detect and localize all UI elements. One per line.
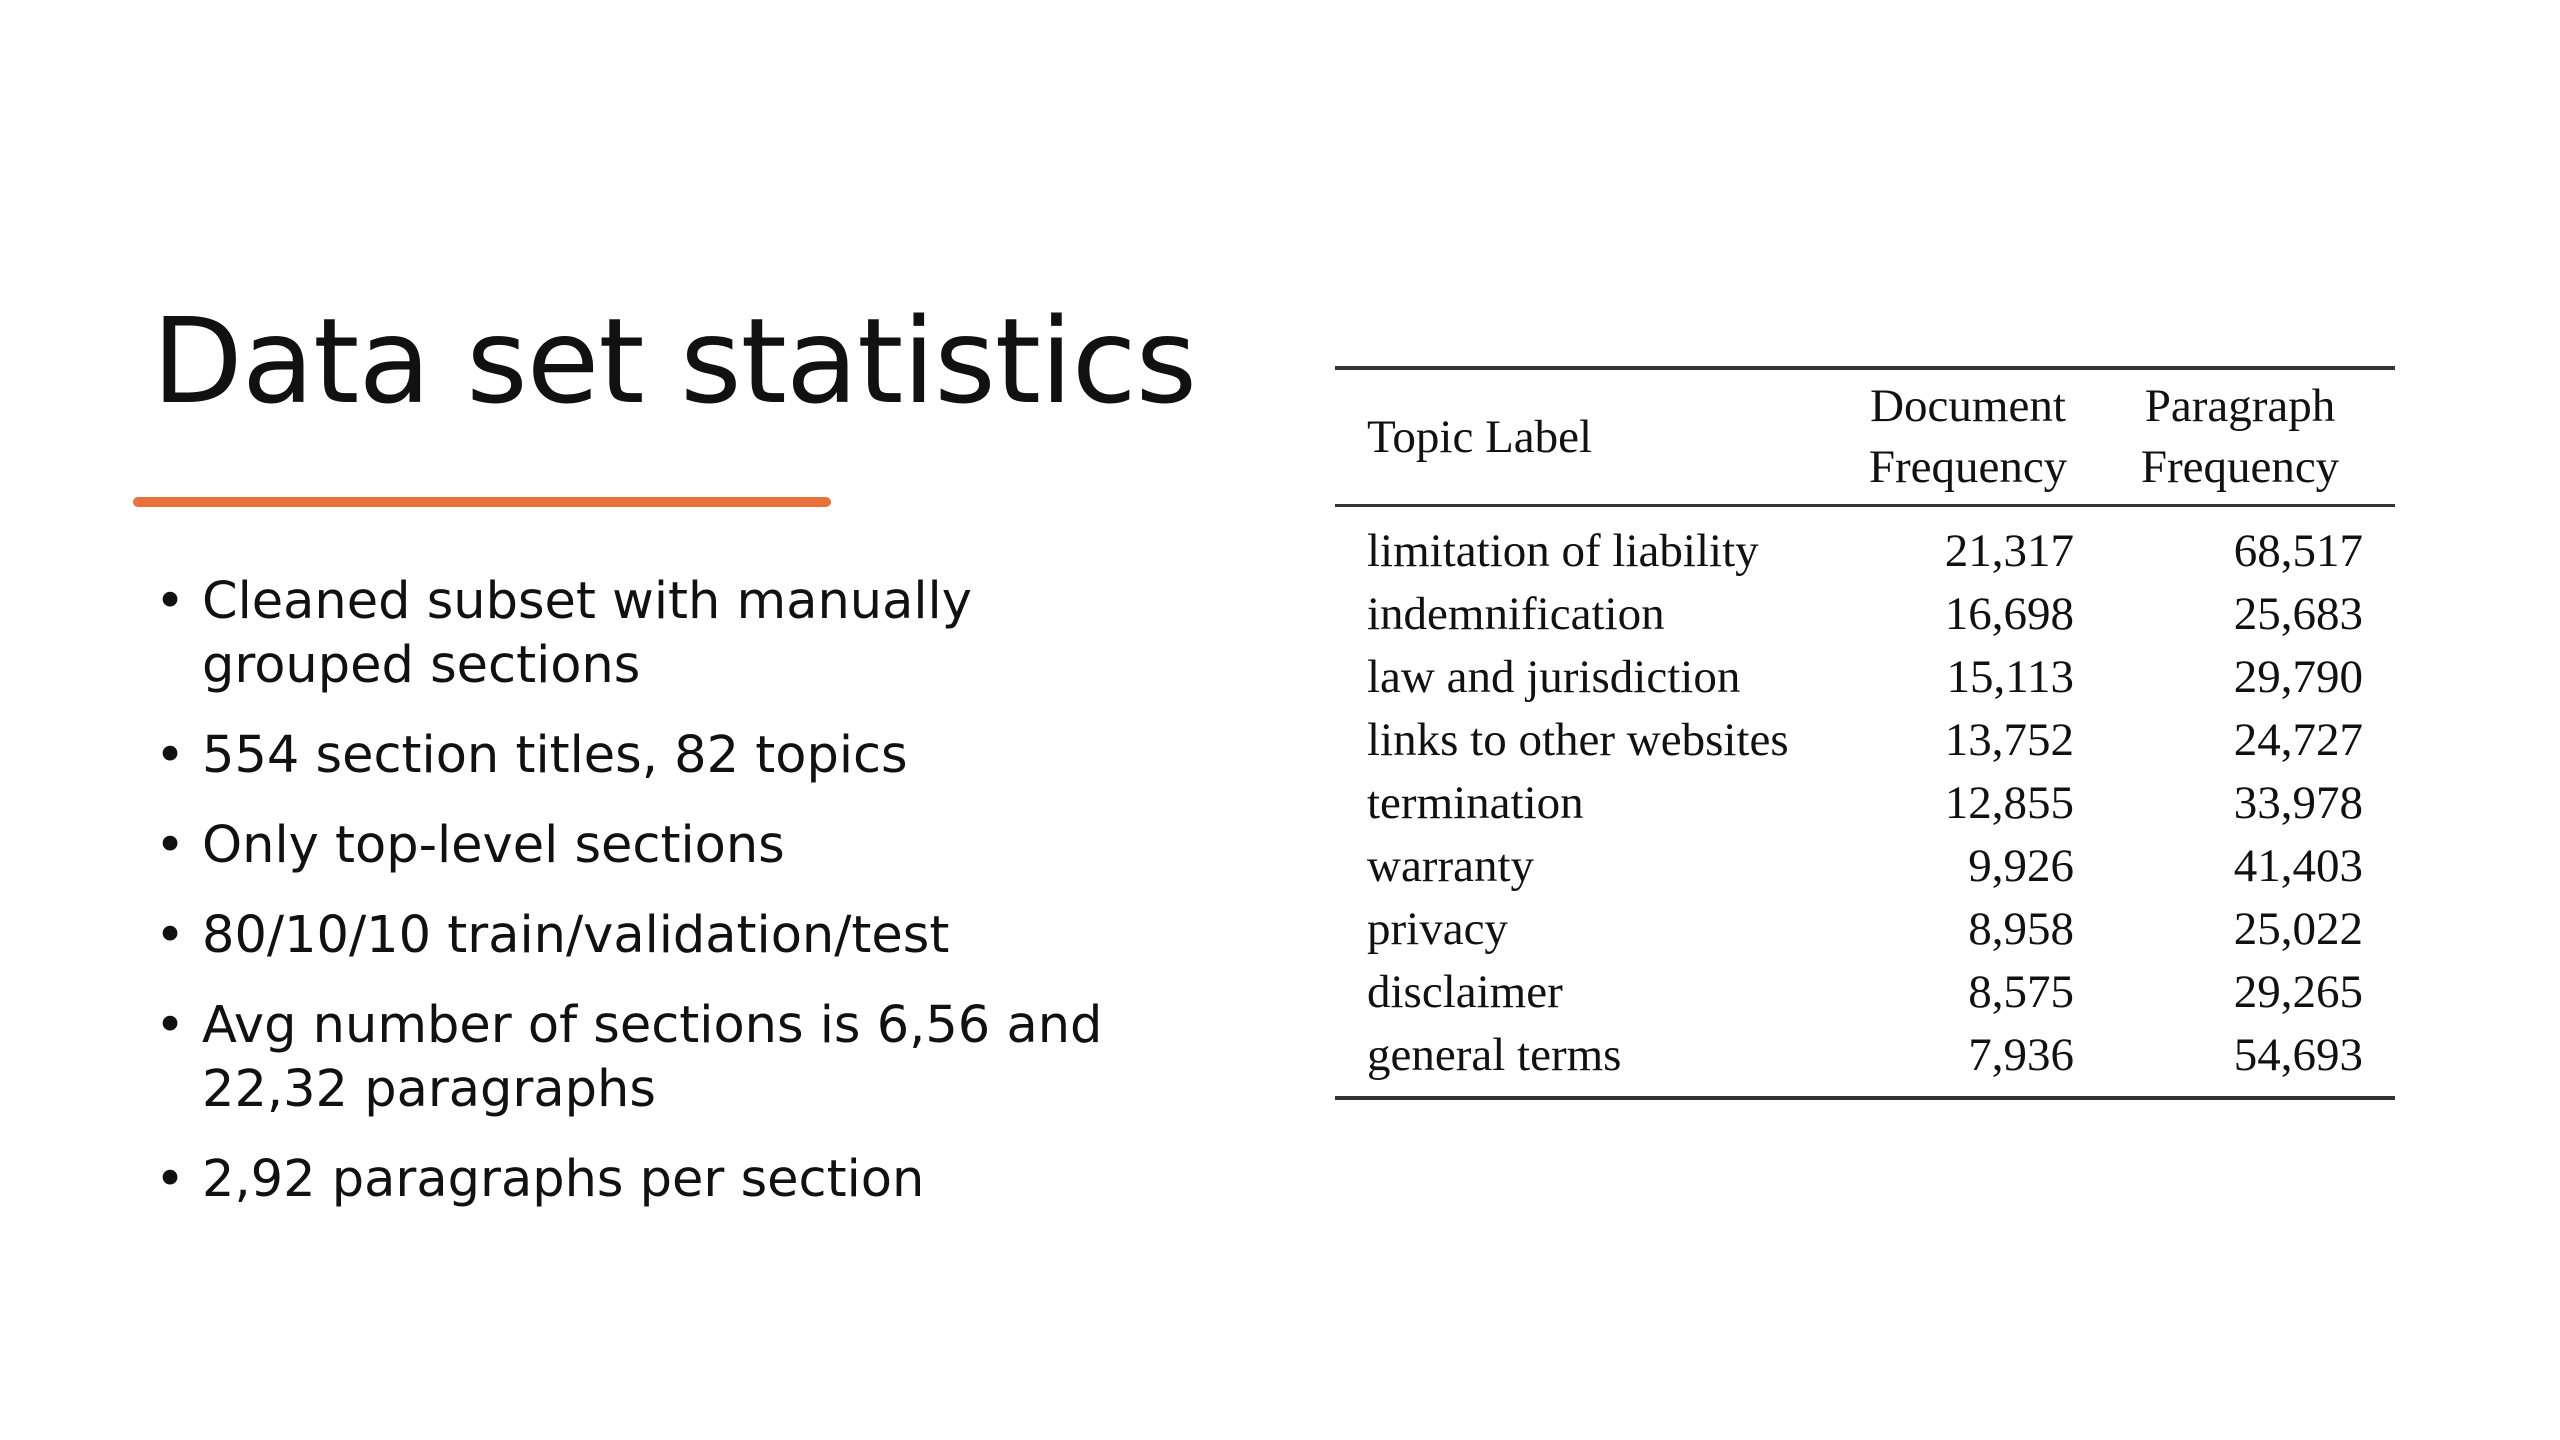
cell-document-frequency: 9,926 (1968, 840, 2074, 892)
header-doc-line2: Frequency (1868, 441, 2068, 493)
bullet-item (152, 724, 1152, 788)
bullet-dot-icon: • (155, 996, 186, 1055)
bullet-text: 80/10/10 train/validation/test (202, 906, 950, 965)
bullet-item (152, 994, 1152, 1122)
header-par-line2: Frequency (2140, 441, 2340, 493)
header-paragraph-frequency (2104, 368, 2395, 506)
bullet-dot-icon: • (155, 816, 186, 875)
bullet-text: 2,92 paragraphs per section (202, 1150, 925, 1209)
bullet-item (152, 570, 1152, 698)
cell-topic: law and jurisdiction (1367, 651, 1741, 703)
cell-paragraph-frequency: 68,517 (2233, 525, 2363, 577)
cell-document-frequency: 8,575 (1968, 966, 2074, 1018)
bullet-item (152, 1148, 1152, 1212)
bullet-item (152, 904, 1152, 968)
cell-document-frequency: 12,855 (1944, 777, 2074, 829)
table-row (1335, 646, 2395, 709)
bullet-text: Avg number of sections is 6,56 and 22,32 paragraphs (202, 996, 1103, 1119)
cell-paragraph-frequency: 29,790 (2233, 651, 2363, 703)
title-underline (133, 497, 831, 507)
cell-paragraph-frequency: 33,978 (2233, 777, 2363, 829)
cell-topic: termination (1367, 777, 1584, 829)
table-row (1335, 772, 2395, 835)
bullet-text: Only top-level sections (202, 816, 785, 875)
table-header-row (1335, 368, 2395, 506)
cell-document-frequency: 15,113 (1946, 651, 2074, 703)
cell-document-frequency: 7,936 (1968, 1029, 2074, 1081)
cell-document-frequency: 8,958 (1968, 903, 2074, 955)
header-topic-label: Topic Label (1335, 368, 1832, 506)
cell-paragraph-frequency: 25,022 (2233, 903, 2363, 955)
bullet-list (152, 570, 1152, 1238)
slide-title: Data set statistics (152, 292, 1197, 430)
bullet-dot-icon: • (155, 1150, 186, 1209)
cell-topic: warranty (1367, 840, 1535, 892)
cell-topic: indemnification (1367, 588, 1665, 640)
header-document-frequency (1832, 368, 2104, 506)
topic-frequency-table (1335, 366, 2395, 1100)
bullet-dot-icon: • (155, 726, 186, 785)
table-row (1335, 898, 2395, 961)
cell-topic: general terms (1367, 1029, 1622, 1081)
table-row (1335, 961, 2395, 1024)
cell-document-frequency: 13,752 (1944, 714, 2074, 766)
bullet-text: 554 section titles, 82 topics (202, 726, 908, 785)
bullet-item (152, 814, 1152, 878)
cell-paragraph-frequency: 54,693 (2233, 1029, 2363, 1081)
bullet-dot-icon: • (155, 572, 186, 631)
header-par-line1: Paragraph (2144, 380, 2336, 432)
cell-topic: limitation of liability (1367, 525, 1759, 577)
cell-topic: privacy (1367, 903, 1508, 955)
cell-topic: links to other websites (1367, 714, 1789, 766)
bullet-text: Cleaned subset with manually grouped sections (202, 572, 972, 695)
cell-paragraph-frequency: 24,727 (2233, 714, 2363, 766)
cell-paragraph-frequency: 41,403 (2233, 840, 2363, 892)
cell-paragraph-frequency: 25,683 (2233, 588, 2363, 640)
table-row (1335, 835, 2395, 898)
cell-paragraph-frequency: 29,265 (2233, 966, 2363, 1018)
table-row (1335, 583, 2395, 646)
table-row (1335, 1024, 2395, 1098)
table-row (1335, 506, 2395, 584)
cell-document-frequency: 16,698 (1944, 588, 2074, 640)
cell-document-frequency: 21,317 (1944, 525, 2074, 577)
bullet-dot-icon: • (155, 906, 186, 965)
header-doc-line1: Document (1870, 380, 2066, 432)
cell-topic: disclaimer (1367, 966, 1563, 1018)
stats-table-container (1335, 366, 2395, 1100)
table-row (1335, 709, 2395, 772)
